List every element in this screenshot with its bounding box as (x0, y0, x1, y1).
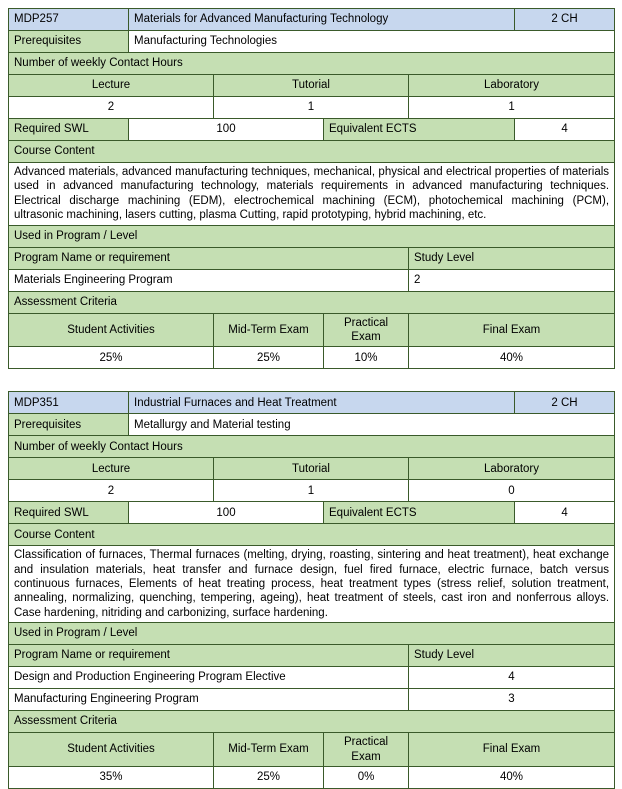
required-swl-label: Required SWL (9, 119, 129, 141)
laboratory-label: Laboratory (409, 75, 615, 97)
required-swl-value: 100 (129, 119, 324, 141)
course-credit-hours: 2 CH (515, 392, 615, 414)
course-content-header-row (9, 524, 615, 546)
contact-hours-values-row (9, 97, 615, 119)
tutorial-value: 1 (214, 480, 409, 502)
laboratory-value: 0 (409, 480, 615, 502)
required-swl-label: Required SWL (9, 502, 129, 524)
course-header-row (9, 392, 615, 414)
program-name-value: Manufacturing Engineering Program (9, 689, 409, 711)
lecture-label: Lecture (9, 75, 214, 97)
course-content-text: Classification of furnaces, Thermal furnaces (melting, drying, roasting, sintering and heat treatment), heat exchange and insulation materials, heat transfer and furnace design, fuel fired furnace, electric furnace, batch versus continuous furnaces, Elements of heat treating process, heat treatment types (stress relief, solution treatment, annealing, normalizing, quenching, tempering, ageing), heat treatment of steels, cast iron and nonferrous alloys. Case hardening, nitriding and carbonizing, surface hardening. (9, 546, 615, 623)
program-name-label: Program Name or requirement (9, 247, 409, 269)
required-swl-value: 100 (129, 502, 324, 524)
assessment-values-row (9, 766, 615, 788)
course-code: MDP257 (9, 9, 129, 31)
course-title: Industrial Furnaces and Heat Treatment (129, 392, 515, 414)
prerequisites-row (9, 31, 615, 53)
final-exam-label: Final Exam (409, 733, 615, 767)
laboratory-value: 1 (409, 97, 615, 119)
contact-hours-header-row (9, 53, 615, 75)
program-name-label: Program Name or requirement (9, 645, 409, 667)
study-level-label: Study Level (409, 247, 615, 269)
assessment-criteria-label: Assessment Criteria (9, 291, 615, 313)
program-name-value: Design and Production Engineering Program Elective (9, 667, 409, 689)
prerequisites-label: Prerequisites (9, 31, 129, 53)
practical-exam-label: Practical Exam (324, 313, 409, 347)
study-level-label: Study Level (409, 645, 615, 667)
contact-hours-values-row (9, 480, 615, 502)
practical-exam-value: 0% (324, 766, 409, 788)
lecture-label: Lecture (9, 458, 214, 480)
final-exam-value: 40% (409, 766, 615, 788)
course-content-label: Course Content (9, 141, 615, 163)
midterm-exam-value: 25% (214, 347, 324, 369)
swl-ects-row (9, 119, 615, 141)
contact-hours-label: Number of weekly Contact Hours (9, 53, 615, 75)
contact-hours-header-row (9, 436, 615, 458)
assessment-header-row (9, 291, 615, 313)
course-content-text: Advanced materials, advanced manufacturing techniques, mechanical, physical and electrical properties of materials used in advanced manufacturing technology, materials requirements in advanced manufacturing techniques. Electrical discharge machining (EDM), electrochemical machining (ECM), photochemical machining (PCM), ultrasonic machining, lasers cutting, plasma Cutting, rapid prototyping, hybrid machining, etc. (9, 163, 615, 226)
prerequisites-row (9, 414, 615, 436)
equivalent-ects-value: 4 (515, 502, 615, 524)
program-name-value: Materials Engineering Program (9, 269, 409, 291)
final-exam-label: Final Exam (409, 313, 615, 347)
course-table-mdp257 (8, 8, 615, 369)
assessment-criteria-label: Assessment Criteria (9, 711, 615, 733)
student-activities-value: 25% (9, 347, 214, 369)
course-content-header-row (9, 141, 615, 163)
student-activities-value: 35% (9, 766, 214, 788)
study-level-value: 4 (409, 667, 615, 689)
used-in-program-header-row (9, 623, 615, 645)
course-code: MDP351 (9, 392, 129, 414)
equivalent-ects-value: 4 (515, 119, 615, 141)
course-content-label: Course Content (9, 524, 615, 546)
tutorial-label: Tutorial (214, 458, 409, 480)
student-activities-label: Student Activities (9, 733, 214, 767)
course-title: Materials for Advanced Manufacturing Technology (129, 9, 515, 31)
midterm-exam-label: Mid-Term Exam (214, 733, 324, 767)
lecture-value: 2 (9, 480, 214, 502)
tutorial-value: 1 (214, 97, 409, 119)
contact-hours-labels-row (9, 75, 615, 97)
practical-exam-label: Practical Exam (324, 733, 409, 767)
prerequisites-label: Prerequisites (9, 414, 129, 436)
program-columns-row (9, 247, 615, 269)
contact-hours-labels-row (9, 458, 615, 480)
used-in-program-label: Used in Program / Level (9, 623, 615, 645)
equivalent-ects-label: Equivalent ECTS (324, 502, 515, 524)
student-activities-label: Student Activities (9, 313, 214, 347)
table-row (9, 269, 615, 291)
study-level-value: 3 (409, 689, 615, 711)
assessment-labels-row (9, 313, 615, 347)
midterm-exam-value: 25% (214, 766, 324, 788)
swl-ects-row (9, 502, 615, 524)
assessment-header-row (9, 711, 615, 733)
prerequisites-value: Manufacturing Technologies (129, 31, 615, 53)
midterm-exam-label: Mid-Term Exam (214, 313, 324, 347)
final-exam-value: 40% (409, 347, 615, 369)
course-header-row (9, 9, 615, 31)
study-level-value: 2 (409, 269, 615, 291)
course-credit-hours: 2 CH (515, 9, 615, 31)
practical-exam-value: 10% (324, 347, 409, 369)
course-content-row (9, 163, 615, 226)
tutorial-label: Tutorial (214, 75, 409, 97)
program-columns-row (9, 645, 615, 667)
table-row (9, 689, 615, 711)
lecture-value: 2 (9, 97, 214, 119)
prerequisites-value: Metallurgy and Material testing (129, 414, 615, 436)
course-table-mdp351 (8, 391, 615, 789)
equivalent-ects-label: Equivalent ECTS (324, 119, 515, 141)
assessment-values-row (9, 347, 615, 369)
used-in-program-header-row (9, 225, 615, 247)
used-in-program-label: Used in Program / Level (9, 225, 615, 247)
table-row (9, 667, 615, 689)
course-content-row (9, 546, 615, 623)
laboratory-label: Laboratory (409, 458, 615, 480)
contact-hours-label: Number of weekly Contact Hours (9, 436, 615, 458)
